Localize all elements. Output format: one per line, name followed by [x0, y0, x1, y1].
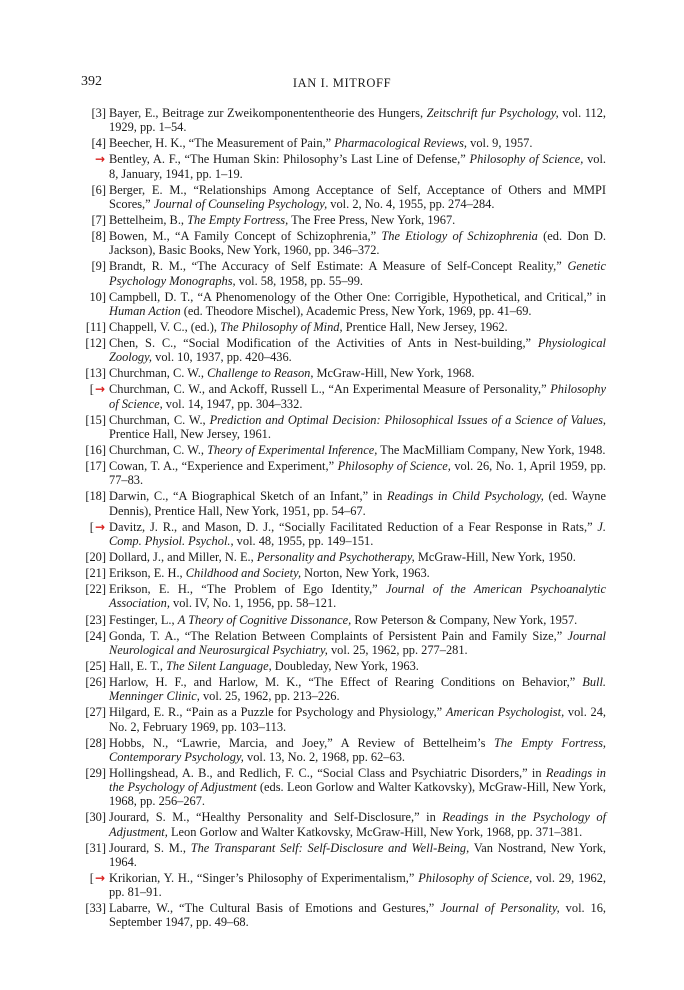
reference-title: The Etiology of Schizophrenia — [381, 229, 538, 244]
reference-title: Readings in Child Psychology, — [387, 489, 544, 504]
reference-number — [82, 520, 106, 534]
reference-item — [82, 629, 606, 657]
reference-title: Readings in the Psychology of Adjustment — [109, 765, 606, 795]
reference-title: Human Action — [109, 303, 181, 318]
reference-number — [82, 871, 106, 885]
reference-text: Churchman, C. W., — [109, 366, 208, 381]
reference-number: [28] — [85, 735, 106, 750]
reference-number: [3] — [91, 106, 106, 120]
reference-title: Challenge to Reason, — [207, 366, 314, 381]
reference-title: Journal of Counseling Psychology, — [153, 196, 328, 211]
reference-title: Genetic Psychology Monographs, — [109, 259, 606, 288]
reference-text: Harlow, H. F., and Harlow, M. K., “The Effect of Rearing Conditions on Behavior,” — [109, 675, 583, 689]
reference-text: Row Peterson & Company, New York, 1957. — [351, 612, 578, 627]
page-number: 392 — [81, 74, 102, 89]
reference-bracket: [ — [89, 870, 94, 885]
reference-text: Labarre, W., “The Cultural Basis of Emotions and Gestures,” — [109, 901, 441, 916]
reference-text: Hilgard, E. R., “Pain as a Puzzle for Psychology and Physiology,” — [109, 705, 446, 720]
reference-item — [82, 413, 606, 441]
reference-text: vol. 16, September 1947, pp. 49–68. — [109, 901, 607, 930]
reference-item — [82, 766, 606, 809]
right-arrow-icon: → — [94, 382, 105, 397]
reference-text: vol. 25, 1962, pp. 213–226. — [199, 689, 340, 704]
reference-text: Erikson, E. H., — [109, 566, 186, 581]
reference-text: vol. 13, No. 2, 1968, pp. 62–63. — [243, 749, 405, 764]
reference-title: Philosophy of Science, — [469, 152, 584, 167]
reference-item — [82, 290, 606, 318]
reference-item — [82, 259, 606, 287]
reference-title: Readings in the Psychology of Adjustment, — [109, 810, 607, 839]
reference-text: Bayer, E., Beitrage zur Zweikomponententheorie des Hungers, — [109, 106, 427, 120]
reference-item — [82, 520, 606, 548]
reference-text: vol. 9, 1957. — [467, 136, 533, 151]
reference-title: Bull. Menninger Clinic, — [109, 675, 606, 704]
reference-number — [82, 152, 106, 166]
reference-text: Festinger, L., — [109, 612, 178, 627]
reference-number: [15] — [85, 412, 106, 427]
reference-number: [33] — [85, 901, 106, 916]
reference-text: Leon Gorlow and Walter Katkovsky, McGraw-Hill, New York, 1968, pp. 371–381. — [167, 824, 583, 839]
reference-title: Zeitschrift fur Psychology, — [426, 106, 559, 120]
reference-number: [18] — [85, 489, 106, 504]
reference-title: Philosophy of Science, — [418, 870, 533, 885]
reference-text: Bentley, A. F., “The Human Skin: Philosophy’s Last Line of Defense,” — [109, 152, 470, 167]
reference-number: [22] — [85, 582, 106, 597]
reference-text: Hall, E. T., — [109, 658, 167, 673]
reference-item — [82, 705, 606, 733]
reference-number: [13] — [85, 366, 106, 381]
reference-text: Churchman, C. W., — [109, 412, 210, 427]
reference-text: (eds. Leon Gorlow and Walter Katkovsky), McGraw-Hill, New York, 1968, pp. 256–267. — [109, 780, 606, 809]
reference-bracket: [ — [89, 519, 94, 534]
reference-text: McGraw-Hill, New York, 1968. — [313, 366, 475, 381]
reference-text: Gonda, T. A., “The Relation Between Complaints of Persistent Pain and Family Size,” — [109, 628, 568, 643]
reference-title: Personality and Psychotherapy, — [256, 550, 415, 565]
reference-number: [17] — [85, 459, 106, 474]
reference-title: American Psychologist, — [445, 705, 565, 720]
reference-text: Krikorian, Y. H., “Singer’s Philosophy of Experimentalism,” — [109, 870, 419, 885]
reference-text: Jourard, S. M., — [109, 840, 191, 855]
reference-number: [12] — [85, 336, 106, 351]
reference-item — [82, 613, 606, 627]
reference-text: Berger, E. M., “Relationships Among Acceptance of Self, Acceptance of Others and MMPI Scores,” — [109, 182, 606, 211]
reference-number: [4] — [91, 136, 106, 151]
reference-number: [7] — [91, 212, 106, 227]
reference-item — [82, 550, 606, 564]
reference-text: Chen, S. C., “Social Modification of the Activities of Ants in Nest-building,” — [109, 336, 538, 351]
reference-item — [82, 675, 606, 703]
reference-text: Campbell, D. T., “A Phenomenology of the Other One: Corrigible, Hypothetical, and Critical,” in — [109, 289, 606, 304]
reference-list — [82, 106, 606, 932]
running-head: IAN I. MITROFF — [292, 76, 392, 90]
reference-title: The Empty Fortress, — [187, 212, 289, 227]
reference-item — [82, 901, 606, 929]
reference-text: Van Nostrand, New York, 1964. — [109, 840, 606, 869]
reference-title: Journal Neurological and Neurosurgical Psychiatry, — [109, 628, 606, 657]
reference-item — [82, 229, 606, 257]
reference-title: A Theory of Cognitive Dissonance, — [177, 612, 352, 627]
reference-text: vol. 25, 1962, pp. 277–281. — [327, 642, 468, 657]
right-arrow-icon: → — [94, 519, 105, 534]
reference-text: Bowen, M., “A Family Concept of Schizophrenia,” — [109, 229, 382, 244]
reference-number: [11] — [85, 319, 106, 334]
reference-text: Doubleday, New York, 1963. — [271, 658, 419, 673]
reference-title: J. Comp. Physiol. Psychol., — [109, 519, 606, 548]
reference-title: Physiological Zoology, — [109, 336, 606, 365]
reference-text: McGraw-Hill, New York, 1950. — [414, 550, 576, 565]
reference-item — [82, 582, 606, 610]
reference-text: Bettelheim, B., — [109, 212, 188, 227]
reference-text: Brandt, R. M., “The Accuracy of Self Estimate: A Measure of Self-Concept Reality,” — [109, 259, 568, 274]
reference-title: Journal of the American Psychoanalytic Association, — [109, 582, 606, 611]
reference-item — [82, 810, 606, 838]
reference-number: [21] — [85, 566, 106, 581]
reference-text: vol. IV, No. 1, 1956, pp. 58–121. — [169, 596, 337, 611]
reference-number: [20] — [85, 550, 106, 565]
reference-item — [82, 871, 606, 899]
reference-item — [82, 136, 606, 150]
reference-text: Prentice Hall, New Jersey, 1961. — [109, 426, 271, 441]
reference-item — [82, 320, 606, 334]
reference-text: vol. 10, 1937, pp. 420–436. — [152, 350, 292, 365]
reference-text: Hobbs, N., “Lawrie, Marcia, and Joey,” A Review of Bettelheim’s — [109, 735, 494, 750]
reference-item — [82, 183, 606, 211]
reference-text: Dollard, J., and Miller, N. E., — [109, 550, 257, 565]
reference-text: Jourard, S. M., “Healthy Personality and Self-Disclosure,” in — [109, 810, 443, 825]
reference-item — [82, 443, 606, 457]
reference-title: The Philosophy of Mind, — [220, 319, 343, 334]
reference-number: [25] — [85, 658, 106, 673]
reference-text: Cowan, T. A., “Experience and Experiment,” — [109, 459, 338, 474]
reference-text: vol. 8, January, 1941, pp. 1–19. — [109, 152, 607, 181]
reference-item — [82, 336, 606, 364]
reference-text: vol. 24, No. 2, February 1969, pp. 103–113. — [109, 705, 606, 734]
reference-text: Churchman, C. W., — [109, 443, 208, 458]
reference-text: Chappell, V. C., (ed.), — [109, 319, 221, 334]
reference-number: [23] — [85, 612, 106, 627]
reference-title: Pharmacological Reviews, — [334, 136, 468, 151]
reference-text: The Free Press, New York, 1967. — [288, 212, 456, 227]
reference-number: [30] — [85, 810, 106, 825]
reference-number: [31] — [85, 840, 106, 855]
reference-item — [82, 659, 606, 673]
reference-title: The Transparant Self: Self-Disclosure and Well-Being, — [190, 840, 470, 855]
reference-item — [82, 841, 606, 869]
reference-title: The Empty Fortress, Contemporary Psychology, — [109, 735, 606, 764]
reference-number: [8] — [91, 229, 106, 244]
reference-number: [27] — [85, 705, 106, 720]
reference-item — [82, 106, 606, 134]
reference-item — [82, 566, 606, 580]
reference-title: The Silent Language, — [166, 658, 272, 673]
reference-text: (ed. Don D. Jackson), Basic Books, New York, 1960, pp. 346–372. — [109, 229, 607, 258]
reference-text: vol. 112, 1929, pp. 1–54. — [109, 106, 607, 135]
reference-item — [82, 382, 606, 410]
reference-item — [82, 213, 606, 227]
reference-bracket: [ — [89, 382, 94, 397]
reference-text: Hollingshead, A. B., and Redlich, F. C., “Social Class and Psychiatric Disorders,” in — [109, 765, 546, 780]
reference-number: [6] — [91, 182, 106, 197]
reference-text: The MacMilliam Company, New York, 1948. — [377, 443, 606, 458]
reference-number: [24] — [85, 628, 106, 643]
reference-text: Erikson, E. H., “The Problem of Ego Identity,” — [109, 582, 386, 597]
reference-text: (ed. Wayne Dennis), Prentice Hall, New York, 1951, pp. 54–67. — [109, 489, 606, 518]
right-arrow-icon: → — [94, 870, 105, 885]
reference-text: vol. 48, 1955, pp. 149–151. — [233, 533, 374, 548]
reference-text: vol. 2, No. 4, 1955, pp. 274–284. — [327, 196, 495, 211]
reference-item — [82, 366, 606, 380]
reference-title: Theory of Experimental Inference, — [207, 443, 378, 458]
reference-item — [82, 152, 606, 180]
reference-text: Churchman, C. W., and Ackoff, Russell L., “An Experimental Measure of Personality,” — [109, 382, 551, 397]
reference-title: Philosophy of Science, — [337, 459, 451, 474]
reference-item — [82, 736, 606, 764]
reference-item — [82, 459, 606, 487]
reference-text: Davitz, J. R., and Mason, D. J., “Socially Facilitated Reduction of a Fear Response in Rats,” — [109, 519, 598, 534]
reference-text: (ed. Theodore Mischel), Academic Press, New York, 1969, pp. 41–69. — [180, 303, 532, 318]
reference-text: vol. 58, 1958, pp. 55–99. — [235, 273, 364, 288]
reference-number — [82, 382, 106, 396]
reference-title: Journal of Personality, — [440, 901, 560, 916]
reference-number: [9] — [91, 259, 106, 274]
reference-title: Childhood and Society, — [185, 566, 302, 581]
reference-number: [29] — [85, 765, 106, 780]
right-arrow-icon: → — [94, 152, 105, 167]
reference-number: [26] — [85, 675, 106, 689]
reference-title: Prediction and Optimal Decision: Philosophical Issues of a Science of Values, — [209, 412, 606, 427]
reference-title: Philosophy of Science, — [109, 382, 606, 411]
reference-number: 10] — [89, 289, 106, 304]
reference-text: Darwin, C., “A Biographical Sketch of an Infant,” in — [109, 489, 388, 504]
reference-number: [16] — [85, 443, 106, 458]
reference-text: vol. 26, No. 1, April 1959, pp. 77–83. — [109, 459, 607, 488]
reference-text: vol. 29, 1962, pp. 81–91. — [109, 870, 607, 900]
reference-text: Prentice Hall, New Jersey, 1962. — [342, 319, 508, 334]
reference-item — [82, 489, 606, 517]
reference-text: Beecher, H. K., “The Measurement of Pain,” — [109, 136, 335, 151]
reference-text: vol. 14, 1947, pp. 304–332. — [162, 396, 303, 411]
reference-text: Norton, New York, 1963. — [301, 566, 430, 581]
